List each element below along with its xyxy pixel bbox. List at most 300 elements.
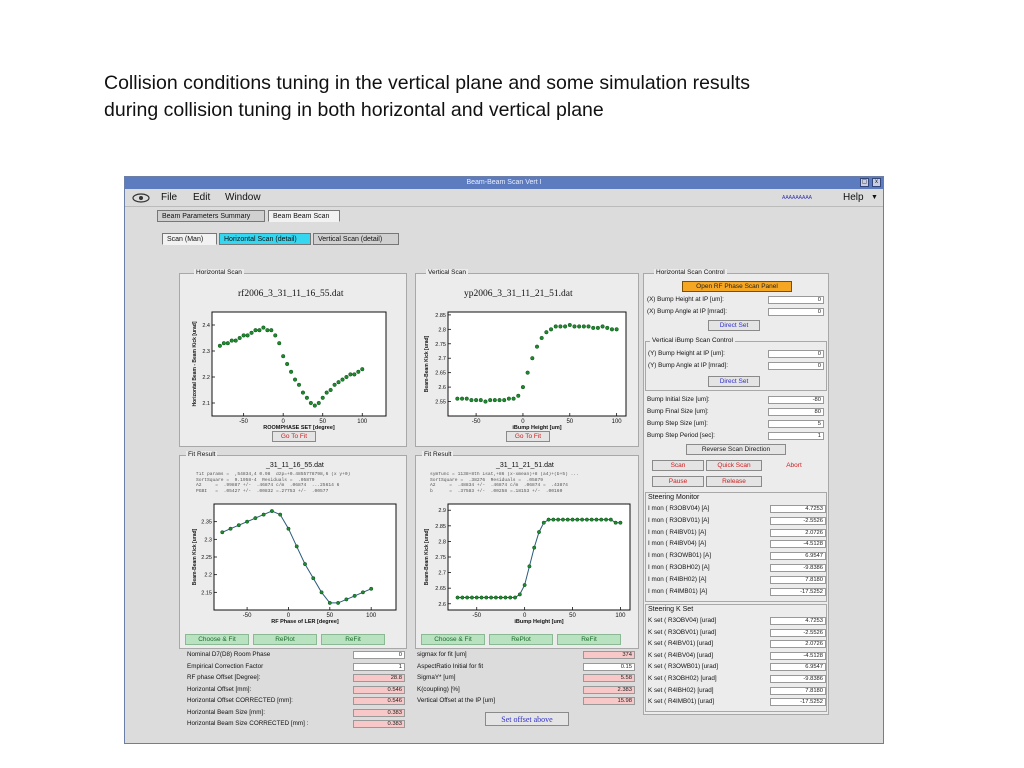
data-point [470, 398, 474, 402]
data-point [547, 518, 550, 521]
data-point [465, 596, 468, 599]
data-point [484, 400, 488, 404]
data-point [336, 601, 339, 604]
data-point [246, 334, 250, 338]
horizontal-scan-file: rf2006_3_31_11_16_55.dat [238, 289, 344, 299]
fit-result-right-panel [415, 451, 639, 649]
monitor-5-field[interactable]: -9.8386 [770, 564, 826, 572]
kset-3-field[interactable]: -4.5128 [770, 652, 826, 660]
help-dropdown-icon[interactable]: ▼ [871, 194, 878, 201]
data-point [595, 518, 598, 521]
restore-button[interactable]: ▢ [861, 179, 868, 185]
open-rf-phase-scan-panel-button[interactable]: Open RF Phase Scan Panel [682, 281, 792, 292]
x-tick-label: 100 [366, 613, 377, 619]
monitor-1-label: I mon ( R3OBV01) [A] [648, 516, 710, 524]
data-point [577, 325, 581, 329]
data-point [460, 397, 464, 401]
data-point [504, 596, 507, 599]
data-point [222, 341, 226, 345]
y-tick-label: 2.4 [202, 323, 210, 329]
y-tick-label: 2.7 [438, 356, 446, 363]
y-tick-label: 2.65 [435, 586, 446, 593]
data-point [353, 594, 356, 597]
fit-left-param-5-label: Horizontal Beam Size [mm]: [187, 708, 266, 716]
data-point [349, 373, 353, 377]
data-point [361, 591, 364, 594]
status-text: ААААААААА [782, 195, 813, 201]
window-title: Beam-Beam Scan Vert I [466, 179, 542, 186]
y-tick-label: 2.35 [201, 519, 212, 526]
fit-right-param-0-label: sigmax for fit [um] [417, 651, 467, 658]
fit-left-param-0-label: Nominal D7(D8) Room Phase [187, 651, 271, 658]
y-tick-label: 2.8 [438, 539, 446, 546]
data-point [580, 518, 583, 521]
data-point [568, 323, 572, 327]
kset-2-label: K set ( R4IBV01) [urad] [648, 640, 714, 648]
y-tick-label: 2.55 [435, 399, 446, 406]
data-point [475, 596, 478, 599]
x-tick-label: 50 [319, 419, 327, 425]
menu-edit[interactable]: Edit [193, 192, 211, 203]
data-point [317, 401, 321, 405]
fit-left-param-2-label: RF phase Offset [Degree]: [187, 674, 261, 681]
data-point [619, 521, 622, 524]
replot-button-right[interactable]: RePlot [489, 634, 553, 645]
kset-6-field[interactable]: 7.8180 [770, 687, 826, 695]
y-tick-label: 2.6 [438, 385, 446, 392]
y-tick-label: 2.85 [435, 312, 446, 319]
data-point [545, 330, 549, 334]
scan-param-0-label: Bump Initial Size [um]: [647, 396, 710, 403]
direct-set-button-y[interactable]: Direct Set [708, 376, 760, 387]
menu-file[interactable]: File [161, 192, 178, 203]
kset-0-field[interactable]: 4.7253 [770, 617, 826, 625]
replot-button-left[interactable]: RePlot [253, 634, 317, 645]
fit-left-param-3-label: Horizontal Offset [mm]: [187, 685, 252, 693]
data-point [521, 385, 525, 389]
data-point [489, 596, 492, 599]
data-point [369, 587, 372, 590]
scan-param-1-field[interactable]: 80 [768, 408, 824, 416]
data-point [474, 398, 478, 402]
data-point [563, 325, 567, 329]
data-point [561, 518, 564, 521]
kset-3-label: K set ( R4IBV04) [urad] [648, 651, 714, 659]
fit-right-param-1-label: AspectRatio Initial for fit [417, 662, 484, 670]
data-point [559, 325, 563, 329]
data-point [345, 598, 348, 601]
fit-left-param-6-field[interactable]: 0.383 [353, 720, 405, 728]
y-tick-label: 2.2 [204, 572, 212, 579]
horizontal-scan-panel [179, 269, 407, 447]
scan-param-3-field[interactable]: 1 [768, 432, 824, 440]
scan-param-3-label: Bump Step Period [sec]: [647, 432, 715, 439]
app-window [124, 176, 884, 744]
monitor-4-label: I mon ( R3OWB01) [A] [648, 552, 711, 560]
bump-angle-y-label: (Y) Bump Angle at IP [mrad]: [648, 362, 729, 369]
menu-bar [125, 189, 883, 207]
data-point [461, 596, 464, 599]
data-point [590, 518, 593, 521]
data-point [237, 524, 240, 527]
fit-vertical-chart [422, 500, 634, 624]
monitor-1-field[interactable]: -2.5526 [770, 517, 826, 525]
fit-left-param-1-field[interactable]: 1 [353, 663, 405, 671]
y-tick-label: 2.25 [201, 555, 212, 561]
data-point [456, 596, 459, 599]
tab-horizontal-scan-detail[interactable]: Horizontal Scan (detail) [219, 233, 311, 245]
data-point [328, 601, 331, 604]
kset-5-field[interactable]: -9.8386 [770, 675, 826, 683]
data-point [516, 394, 520, 398]
data-point [573, 325, 577, 329]
data-point [226, 341, 230, 345]
y-axis-label: Beam-Beam Kick [urad] [424, 528, 430, 586]
fit-left-param-1-label: Empirical Correction Factor [187, 662, 264, 670]
data-point [552, 518, 555, 521]
reverse-scan-direction-button[interactable]: Reverse Scan Direction [686, 444, 786, 455]
vertical-scan-file: yp2006_3_31_11_21_51.dat [464, 289, 573, 299]
caption-line-2: during collision tuning in both horizontal and vertical plane [104, 99, 604, 121]
y-tick-label: 2.75 [435, 555, 446, 561]
bump-height-x-label: (X) Bump Height at IP [um]: [647, 296, 724, 303]
fit-right-param-2-label: SigmaY* [um] [417, 674, 456, 681]
scan-param-2-label: Bump Step Size [um]: [647, 420, 708, 427]
fit-right-param-3-field[interactable]: 2.383 [583, 686, 635, 694]
vertical-scan-title: Vertical Scan [428, 269, 466, 276]
x-tick-label: 50 [326, 613, 334, 619]
data-point [556, 518, 559, 521]
data-point [585, 518, 588, 521]
data-point [285, 362, 289, 366]
data-point [357, 370, 361, 374]
fit-left-param-0-field[interactable]: 0 [353, 651, 405, 659]
release-button[interactable]: Release [706, 476, 762, 487]
data-point [266, 328, 270, 332]
y-tick-label: 2.7 [438, 570, 446, 577]
fit-left-file: _31_11_16_55.dat [266, 462, 324, 469]
fit-left-param-2-field[interactable]: 28.8 [353, 674, 405, 682]
y-tick-label: 2.3 [202, 349, 210, 355]
fit-result-left-title: Fit Result [188, 451, 216, 458]
abort-button[interactable]: Abort [786, 462, 802, 469]
refit-button-right[interactable]: ReFit [557, 634, 621, 645]
monitor-6-field[interactable]: 7.8180 [770, 576, 826, 584]
x-tick-label: 0 [522, 613, 527, 619]
bump-height-y-field[interactable]: 0 [768, 350, 824, 358]
data-point [218, 344, 222, 348]
data-point [341, 378, 345, 382]
y-tick-label: 2.15 [201, 590, 212, 597]
monitor-0-label: I mon ( R3OBV04) [A] [648, 505, 710, 512]
kset-7-label: K set ( R4IMB01) [urad] [648, 698, 715, 706]
bump-angle-x-label: (X) Bump Angle at IP [mrad]: [647, 308, 728, 315]
monitor-5-label: I mon ( R3OBH02) [A] [648, 564, 710, 571]
monitor-7-label: I mon ( R4IMB01) [A] [648, 587, 708, 595]
fit-left-params-text: fit params = ,54834,4 0.98 dzp=+0.4855778798,6 (x y+0) SortSquare = 9.1958-4 Residuals = .05879 A2 = .99887 +/- .46874 c/m .06874 ...25614 6 PGBI = .05427 +/- .00832 =.27753 +/- .00577 [196, 472, 351, 494]
data-point [337, 380, 341, 384]
kset-4-field[interactable]: 6.9547 [770, 663, 826, 671]
goto-fit-button-v[interactable]: Go To Fit [506, 431, 550, 442]
plot-area [212, 312, 386, 416]
app-logo-icon [131, 192, 151, 204]
data-point [289, 370, 293, 374]
fit-left-param-5-field[interactable]: 0.383 [353, 709, 405, 717]
data-point [295, 545, 298, 548]
data-point [502, 398, 506, 402]
data-point [615, 328, 619, 332]
data-point [566, 518, 569, 521]
fit-horizontal-chart [190, 500, 400, 624]
data-point [277, 341, 281, 345]
data-point [540, 336, 544, 340]
vertical-ibump-title: Vertical iBump Scan Control [652, 337, 733, 344]
monitor-6-label: I mon ( R4IBH02) [A] [648, 575, 707, 583]
monitor-3-label: I mon ( R4IBV04) [A] [648, 540, 707, 548]
kset-1-label: K set ( R3OBV01) [urad] [648, 628, 717, 636]
data-point [493, 398, 497, 402]
y-tick-label: 2.3 [204, 537, 212, 544]
close-button[interactable]: x [872, 178, 881, 187]
data-point [499, 596, 502, 599]
set-offset-button[interactable]: Set offset above [485, 712, 569, 726]
data-point [293, 378, 297, 382]
data-point [587, 325, 591, 329]
monitor-7-field[interactable]: -17.5252 [770, 588, 826, 596]
bump-height-x-field[interactable]: 0 [768, 296, 824, 304]
monitor-2-field[interactable]: 2.0726 [770, 529, 826, 537]
x-tick-label: 0 [521, 419, 525, 425]
fit-right-param-4-label: Vertical Offset at the IP [um] [417, 697, 496, 704]
scan-button[interactable]: Scan [652, 460, 704, 471]
caption-line-1: Collision conditions tuning in the vertical plane and some simulation results [104, 72, 751, 94]
data-point [535, 345, 539, 349]
data-point [321, 396, 325, 400]
data-point [601, 325, 605, 329]
fit-left-param-4-label: Horizontal Offset CORRECTED [mm]: [187, 697, 293, 704]
data-point [526, 371, 530, 375]
plot-area [214, 504, 396, 610]
vertical-ibump-control-panel [645, 337, 827, 391]
data-point [303, 562, 306, 565]
kset-5-label: K set ( R3OBH02) [urad] [648, 675, 717, 682]
data-point [297, 383, 301, 387]
data-point [313, 404, 317, 408]
data-point [325, 391, 329, 395]
data-point [262, 326, 266, 330]
y-tick-label: 2.1 [202, 401, 210, 407]
x-tick-label: 100 [611, 419, 622, 425]
fit-right-param-2-field[interactable]: 5.58 [583, 674, 635, 682]
data-point [531, 356, 535, 360]
data-point [571, 518, 574, 521]
y-tick-label: 2.9 [438, 508, 446, 515]
menu-window[interactable]: Window [225, 192, 261, 203]
x-axis-label: iBump Height [um] [512, 425, 562, 430]
data-point [582, 325, 586, 329]
menu-help[interactable]: Help [843, 192, 864, 203]
data-point [591, 326, 595, 330]
fit-right-param-1-field[interactable]: 0.15 [583, 663, 635, 671]
data-point [278, 513, 281, 516]
scan-param-1-label: Bump Final Size [um]: [647, 408, 709, 415]
scan-param-2-field[interactable]: 5 [768, 420, 824, 428]
tab-vertical-scan-detail[interactable]: Vertical Scan (detail) [313, 233, 399, 245]
tab-beam-parameters-summary[interactable]: Beam Parameters Summary [157, 210, 265, 222]
horizontal-scan-title: Horizontal Scan [196, 269, 242, 276]
data-point [523, 583, 526, 586]
data-point [254, 328, 258, 332]
x-tick-label: -50 [242, 613, 252, 619]
fit-right-file: _31_11_21_51.dat [496, 462, 554, 469]
data-point [465, 397, 469, 401]
y-axis-label: Beam-Beam Kick [urad] [192, 528, 198, 586]
data-point [488, 398, 492, 402]
data-point [234, 339, 238, 343]
fit-result-right-title: Fit Result [424, 451, 452, 458]
data-point [312, 577, 315, 580]
data-point [242, 334, 246, 338]
data-point [604, 518, 607, 521]
data-point [301, 391, 305, 395]
data-point [245, 520, 248, 523]
data-point [262, 513, 265, 516]
x-axis-label: RF Phase of LER [degree] [271, 619, 339, 624]
choose-fit-button-right[interactable]: Choose & Fit [421, 634, 485, 645]
x-axis-label: ROOMPHASE SET [degree] [263, 425, 335, 430]
quick-scan-button[interactable]: Quick Scan [706, 460, 762, 471]
data-point [281, 354, 285, 358]
vertical-scan-panel [415, 269, 639, 447]
fit-right-param-4-field[interactable]: 15.98 [583, 697, 635, 705]
data-point [258, 328, 262, 332]
steering-kset-title: Steering K Set [648, 606, 694, 613]
x-tick-label: 50 [566, 419, 574, 425]
data-point [345, 375, 349, 379]
x-tick-label: -50 [472, 613, 482, 619]
data-point [533, 546, 536, 549]
tab-scan-man[interactable]: Scan (Man) [162, 233, 217, 245]
data-point [250, 331, 254, 335]
kset-2-field[interactable]: 2.0726 [770, 640, 826, 648]
data-point [309, 401, 313, 405]
vertical-scan-chart [422, 308, 630, 430]
y-tick-label: 2.85 [435, 523, 446, 530]
data-point [507, 397, 511, 401]
horizontal-scan-chart [190, 308, 390, 430]
fit-right-param-0-field[interactable]: 374 [583, 651, 635, 659]
fit-result-left-panel [179, 451, 407, 649]
y-tick-label: 2.6 [438, 601, 446, 608]
data-point [329, 388, 333, 392]
scan-param-0-field[interactable]: -80 [768, 396, 824, 404]
x-axis-label: iBump Height [um] [514, 619, 564, 624]
data-point [480, 596, 483, 599]
data-point [229, 527, 232, 530]
y-axis-label: Beam-Beam Kick [urad] [424, 335, 430, 393]
data-point [509, 596, 512, 599]
window-titlebar[interactable] [125, 177, 883, 189]
steering-monitor-title: Steering Monitor [648, 494, 700, 501]
data-point [230, 339, 234, 343]
data-point [494, 596, 497, 599]
data-point [576, 518, 579, 521]
direct-set-button-x[interactable]: Direct Set [708, 320, 760, 331]
monitor-2-label: I mon ( R4IBV01) [A] [648, 528, 707, 536]
refit-button-left[interactable]: ReFit [321, 634, 385, 645]
bump-height-y-label: (Y) Bump Height at IP [um]: [648, 350, 725, 357]
data-point [273, 334, 277, 338]
kset-0-label: K set ( R3OBV04) [urad] [648, 617, 717, 624]
data-point [238, 336, 242, 340]
tab-beam-beam-scan[interactable]: Beam Beam Scan [268, 210, 340, 222]
steering-monitor-panel [645, 492, 827, 602]
y-tick-label: 2.75 [435, 341, 446, 348]
pause-button[interactable]: Pause [652, 476, 704, 487]
monitor-3-field[interactable]: -4.5128 [770, 540, 826, 548]
x-tick-label: 0 [281, 419, 285, 425]
goto-fit-button-h[interactable]: Go To Fit [272, 431, 316, 442]
slide-caption [104, 70, 984, 124]
horizontal-scan-control-title: Horizontal Scan Control [656, 269, 725, 276]
data-point [360, 367, 364, 371]
choose-fit-button-left[interactable]: Choose & Fit [185, 634, 249, 645]
data-point [287, 527, 290, 530]
data-point [518, 593, 521, 596]
data-point [270, 328, 274, 332]
data-point [542, 521, 545, 524]
data-point [353, 373, 357, 377]
monitor-0-field[interactable]: 4.7253 [770, 505, 826, 513]
monitor-4-field[interactable]: 6.9547 [770, 552, 826, 560]
x-tick-label: 50 [569, 613, 576, 619]
bump-angle-y-field[interactable]: 0 [768, 362, 824, 370]
data-point [609, 518, 612, 521]
data-point [528, 565, 531, 568]
x-tick-label: 0 [286, 613, 291, 619]
kset-1-field[interactable]: -2.5526 [770, 629, 826, 637]
data-point [305, 396, 309, 400]
data-point [596, 326, 600, 330]
fit-left-param-3-field[interactable]: 0.546 [353, 686, 405, 694]
data-point [485, 596, 488, 599]
kset-6-label: K set ( R4IBH02) [urad] [648, 686, 714, 694]
data-point [610, 328, 614, 332]
steering-kset-panel [645, 604, 827, 712]
data-point [254, 516, 257, 519]
y-tick-label: 2.8 [438, 327, 446, 334]
data-point [614, 521, 617, 524]
fit-right-param-3-label: K(coupling) [%] [417, 685, 460, 693]
data-point [333, 383, 337, 387]
data-point [320, 591, 323, 594]
data-point [479, 398, 483, 402]
data-point [549, 328, 553, 332]
y-tick-label: 2.65 [435, 370, 446, 377]
kset-7-field[interactable]: -17.5252 [770, 698, 826, 706]
data-point [512, 397, 516, 401]
x-tick-label: 100 [357, 419, 368, 425]
bump-angle-x-field[interactable]: 0 [768, 308, 824, 316]
scan-control-panel [643, 269, 829, 715]
fit-right-params-text: symfunc = 1138+8th isat,+86 (x-xmean)+8 (a4)+(b+5) ... SortSquare = .38276 Residuals = .05879 A2 = .48834 +/- .46874 c/m .06874 = .43874 b = .37583 +/- .00258 =.18153 +/- .00160 [430, 472, 579, 494]
data-point [456, 397, 460, 401]
fit-left-param-4-field[interactable]: 0.546 [353, 697, 405, 705]
data-point [605, 326, 609, 330]
data-point [600, 518, 603, 521]
x-tick-label: -50 [239, 419, 248, 425]
data-point [513, 596, 516, 599]
